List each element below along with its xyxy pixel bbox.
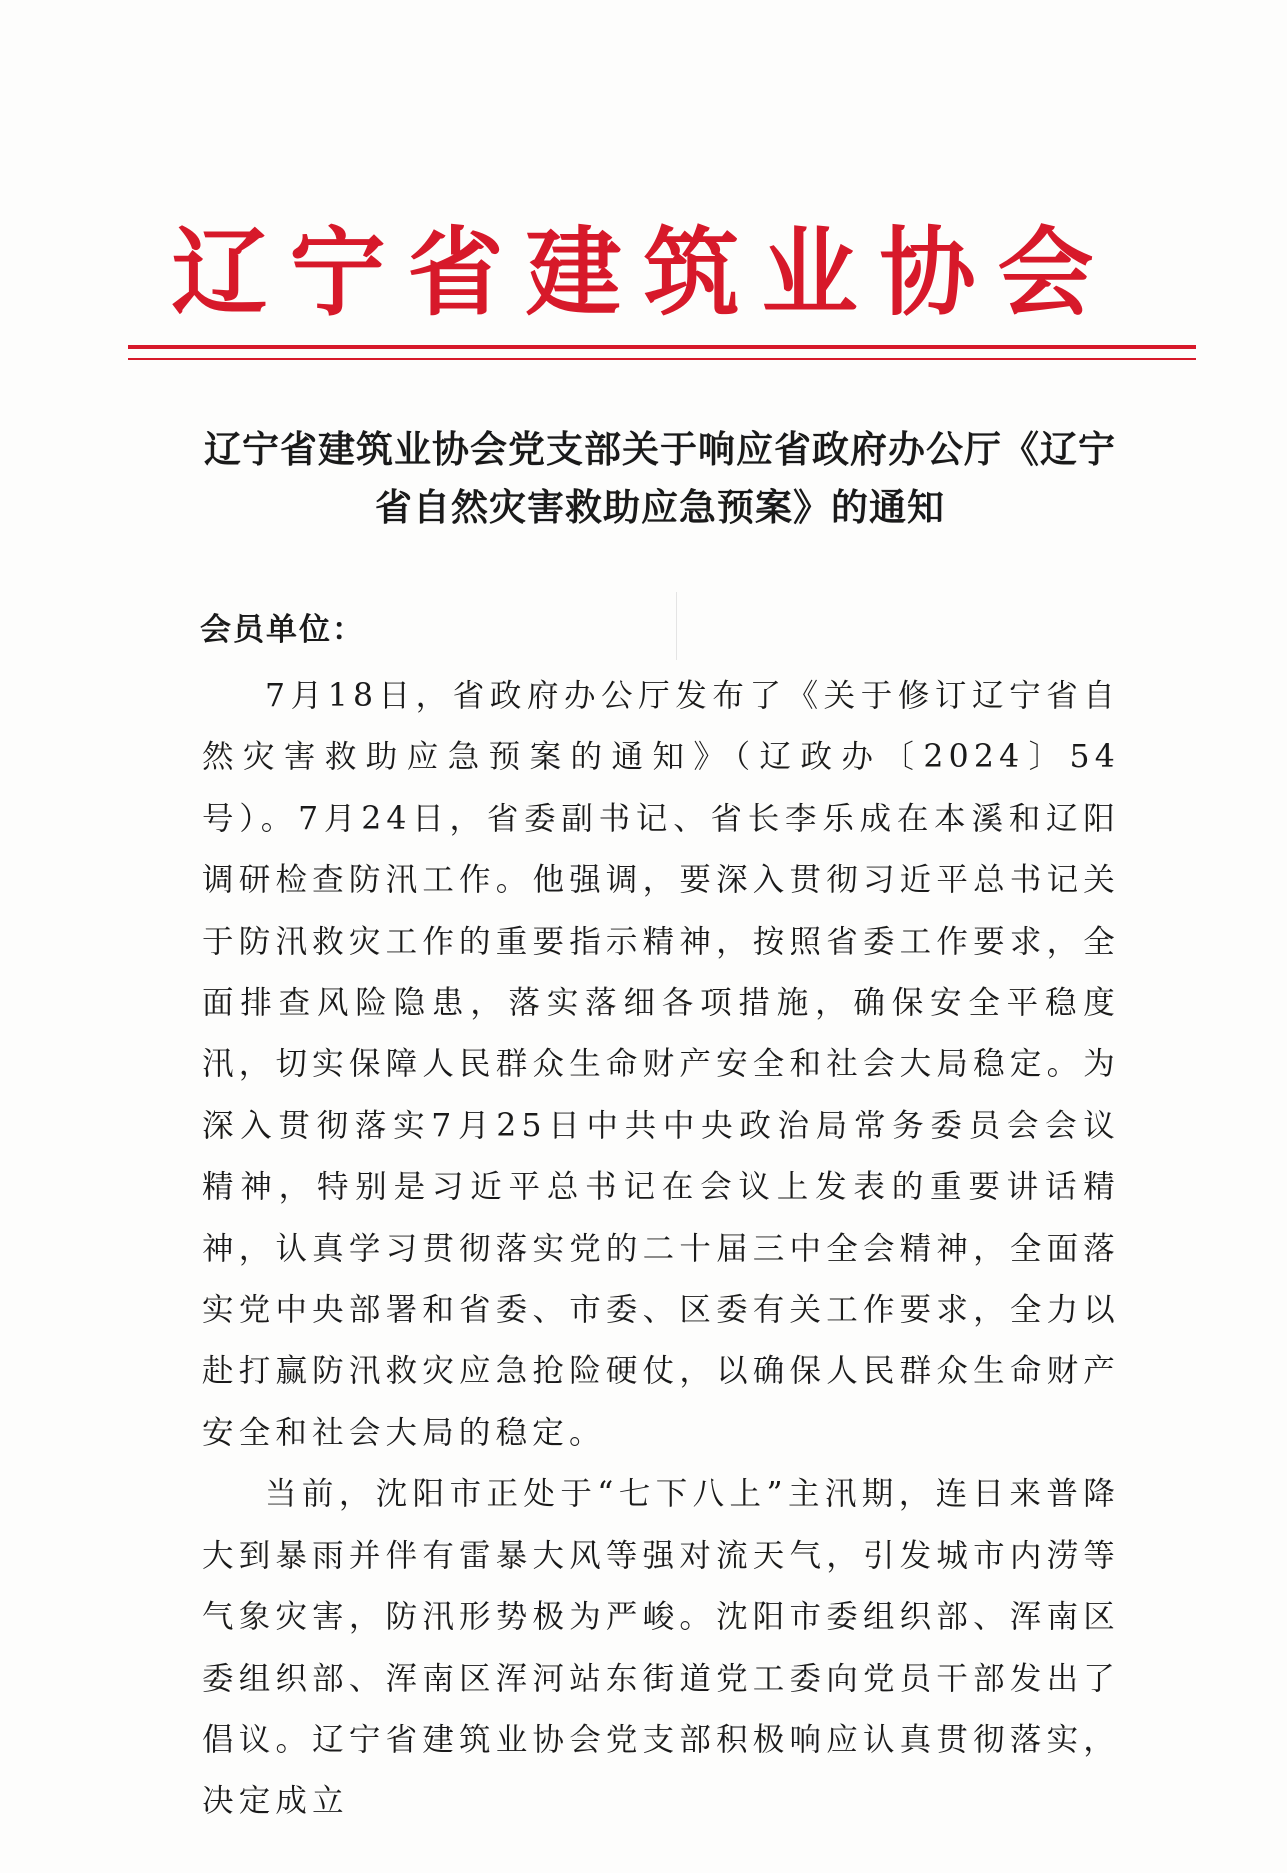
- letterhead-title: 辽宁省建筑业协会: [171, 216, 1116, 329]
- body-paragraph-2: 当前，沈阳市正处于“七下八上”主汛期，连日来普降大到暴雨并伴有雷暴大风等强对流天气，引发城市内涝等气象灾害，防汛形势极为严峻。沈阳市委组织部、浑南区委组织部、浑南区浑河站东街道党工委向党员干部发出了倡议。辽宁省建筑业协会党支部积极响应认真贯彻落实，决定成立: [202, 1476, 1120, 1820]
- letterhead-rule-thick: [128, 345, 1196, 349]
- letterhead-rule-thin: [128, 358, 1196, 360]
- scan-fold-mark: [676, 592, 677, 660]
- document-body: [202, 666, 1120, 1833]
- document-title: 辽宁省建筑业协会党支部关于响应省政府办公厅《辽宁省自然灾害救助应急预案》的通知: [204, 427, 1116, 529]
- salutation: 会员单位：: [200, 612, 365, 648]
- body-paragraph-1: 7月18日，省政府办公厅发布了《关于修订辽宁省自然灾害救助应急预案的通知》（辽政办〔2024〕54号）。7月24日，省委副书记、省长李乐成在本溪和辽阳调研检查防汛工作。他强调，要深入贯彻习近平总书记关于防汛救灾工作的重要指示精神，按照省委工作要求，全面排查风险隐患，落实落细各项措施，确保安全平稳度汛，切实保障人民群众生命财产安全和社会大局稳定。为深入贯彻落实7月25日中共中央政治局常务委员会会议精神，特别是习近平总书记在会议上发表的重要讲话精神，认真学习贯彻落实党的二十届三中全会精神，全面落实党中央部署和省委、市委、区委有关工作要求，全力以赴打赢防汛救灾应急抢险硬仗，以确保人民群众生命财产安全和社会大局的稳定。: [202, 678, 1120, 1451]
